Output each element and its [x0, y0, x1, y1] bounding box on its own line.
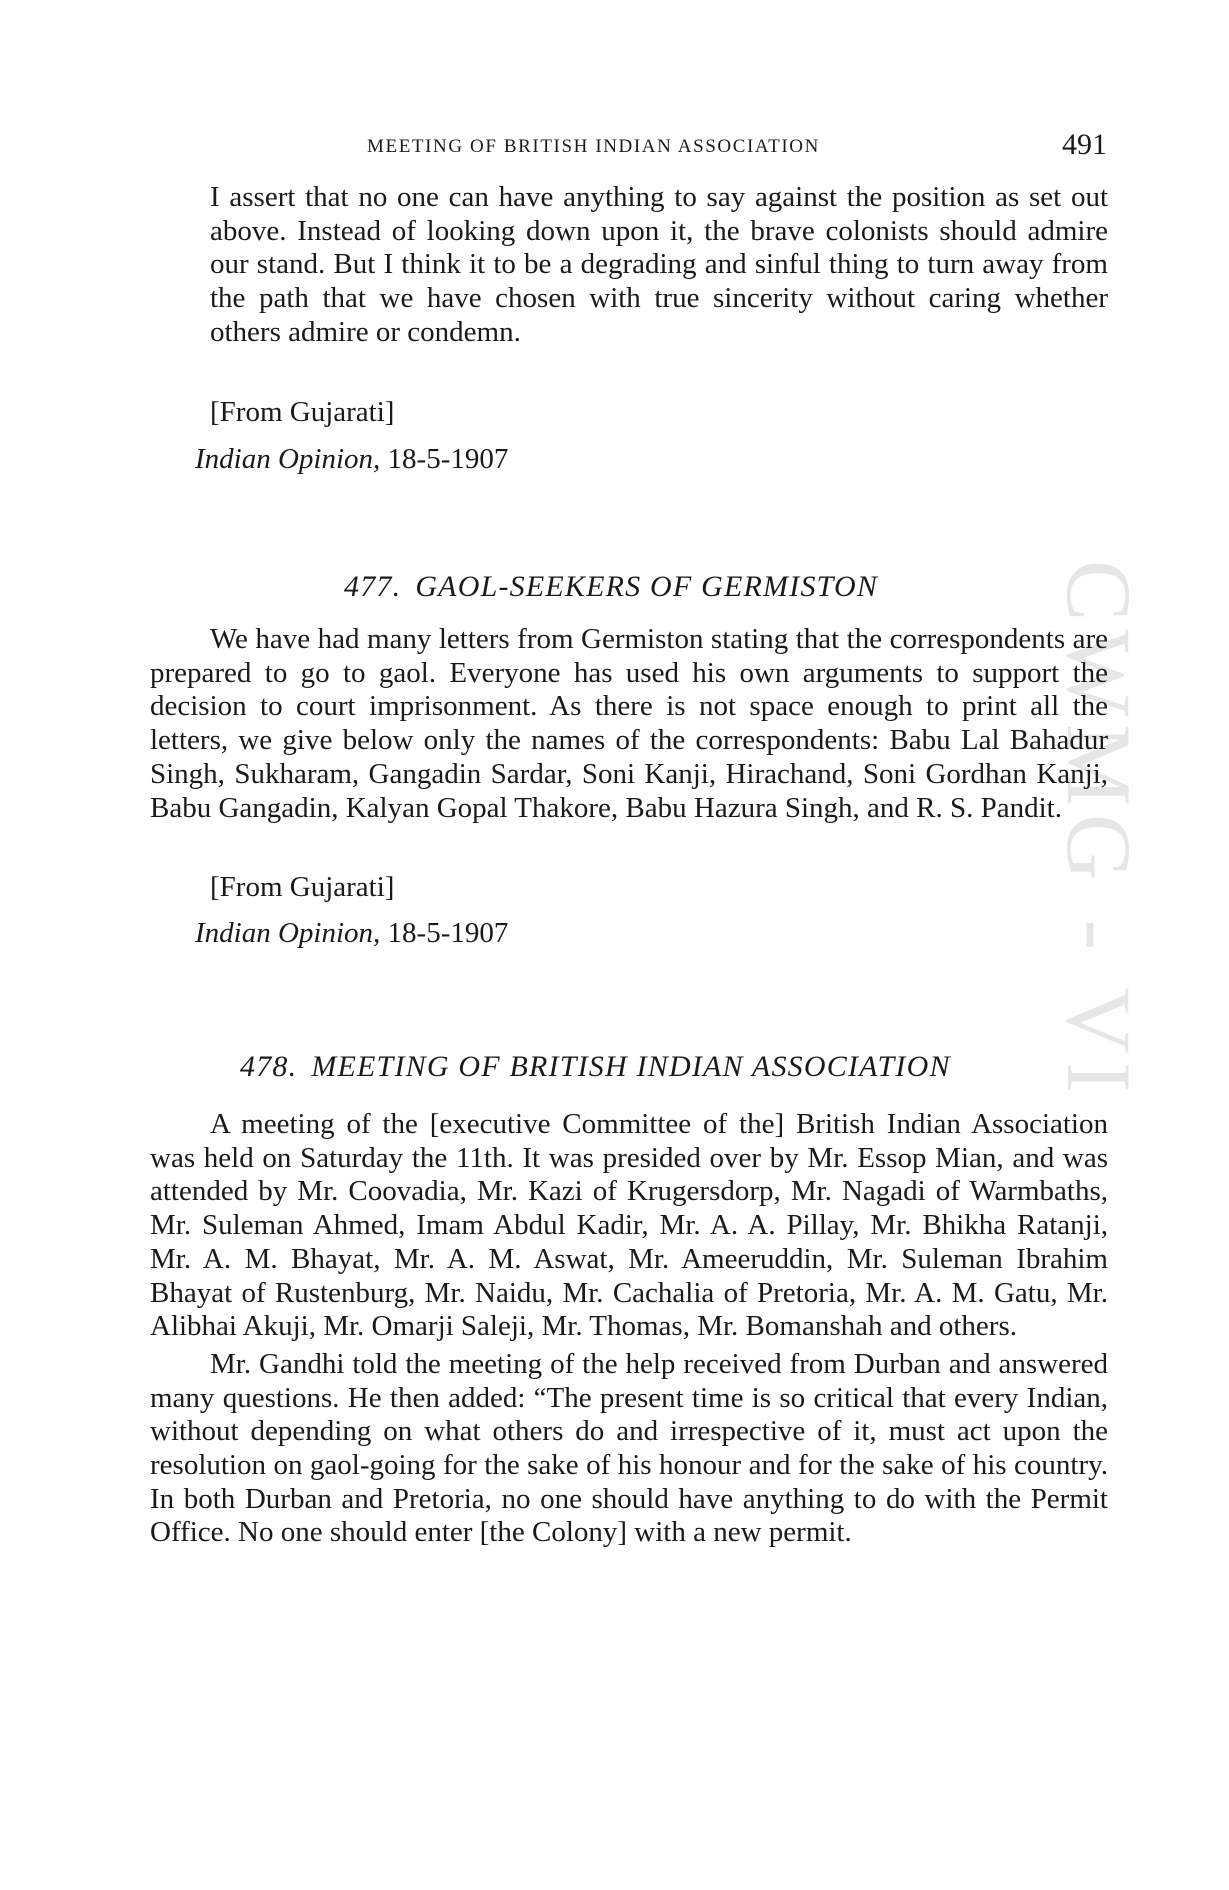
watermark: CWMG - VI: [1048, 560, 1150, 1101]
running-head: MEETING OF BRITISH INDIAN ASSOCIATION: [367, 136, 820, 157]
source-note: [From Gujarati]: [210, 396, 395, 428]
source-note: [From Gujarati]: [210, 871, 395, 903]
citation: [195, 916, 508, 950]
publication-date: 18-5-1907: [387, 917, 509, 949]
publication-name: Indian Opinion,: [195, 917, 381, 949]
article-heading-477: [344, 570, 878, 604]
article-body-478: [150, 1108, 1108, 1550]
publication-name: Indian Opinion,: [195, 443, 381, 475]
article-heading-478: [240, 1050, 951, 1084]
article-body-477: [150, 623, 1108, 825]
publication-date: 18-5-1907: [387, 443, 509, 475]
paragraph-text: Mr. Gandhi told the meeting of the help received from Durban and answered many questions. He then added: “The present time is so critical that every Indian, without depending on what others do and irrespective of it, must act upon the resolution on gaol-going for the sake of his honour and for the sake of his country. In both Durban and Pretoria, no one should have anything to do with the Permit Office. No one should enter [the Colony] with a new permit.: [150, 1347, 1108, 1549]
paragraph-text: A meeting of the [executive Committee of the] British Indian Association was held on Saturday the 11th. It was presided over by Mr. Essop Mian, and was attended by Mr. Coovadia, Mr. Kazi of Krugersdorp, Mr. Nagadi of Warmbaths, Mr. Suleman Ahmed, Imam Abdul Kadir, Mr. A. A. Pillay, Mr. Bhikha Ratanji, Mr. A. M. Bhayat, Mr. A. M. Aswat, Mr. Ameeruddin, Mr. Suleman Ibrahim Bhayat of Rustenburg, Mr. Naidu, Mr. Cachalia of Pretoria, Mr. A. M. Gatu, Mr. Alibhai Akuji, Mr. Omarji Saleji, Mr. Thomas, Mr. Bomanshah and others.: [150, 1108, 1108, 1343]
citation: [195, 442, 508, 476]
continued-paragraph: [210, 181, 1108, 350]
paragraph-text: We have had many letters from Germiston stating that the correspondents are prepared to go to gaol. Everyone has used his own arguments to support the decision to court imprisonment. As there is not space enough to print all the letters, we give below only the names of the correspondents: Babu Lal Bahadur Singh, Sukharam, Gangadin Sardar, Soni Kanji, Hirachand, Soni Gordhan Kanji, Babu Gangadin, Kalyan Gopal Thakore, Babu Hazura Singh, and R. S. Pandit.: [150, 623, 1108, 824]
article-title: GAOL-SEEKERS OF GERMISTON: [415, 570, 879, 603]
page-number: 491: [1062, 128, 1107, 161]
article-title: MEETING OF BRITISH INDIAN ASSOCIATION: [311, 1050, 951, 1083]
article-number: 478.: [240, 1050, 298, 1083]
paragraph-text: I assert that no one can have anything to say against the position as set out above. Instead of looking down upon it, the brave colonists should admire our stand. But I think it to be a degrading and sinful thing to turn away from the path that we have chosen with true sincerity without caring whether others admire or condemn.: [210, 181, 1108, 348]
article-number: 477.: [344, 570, 402, 603]
